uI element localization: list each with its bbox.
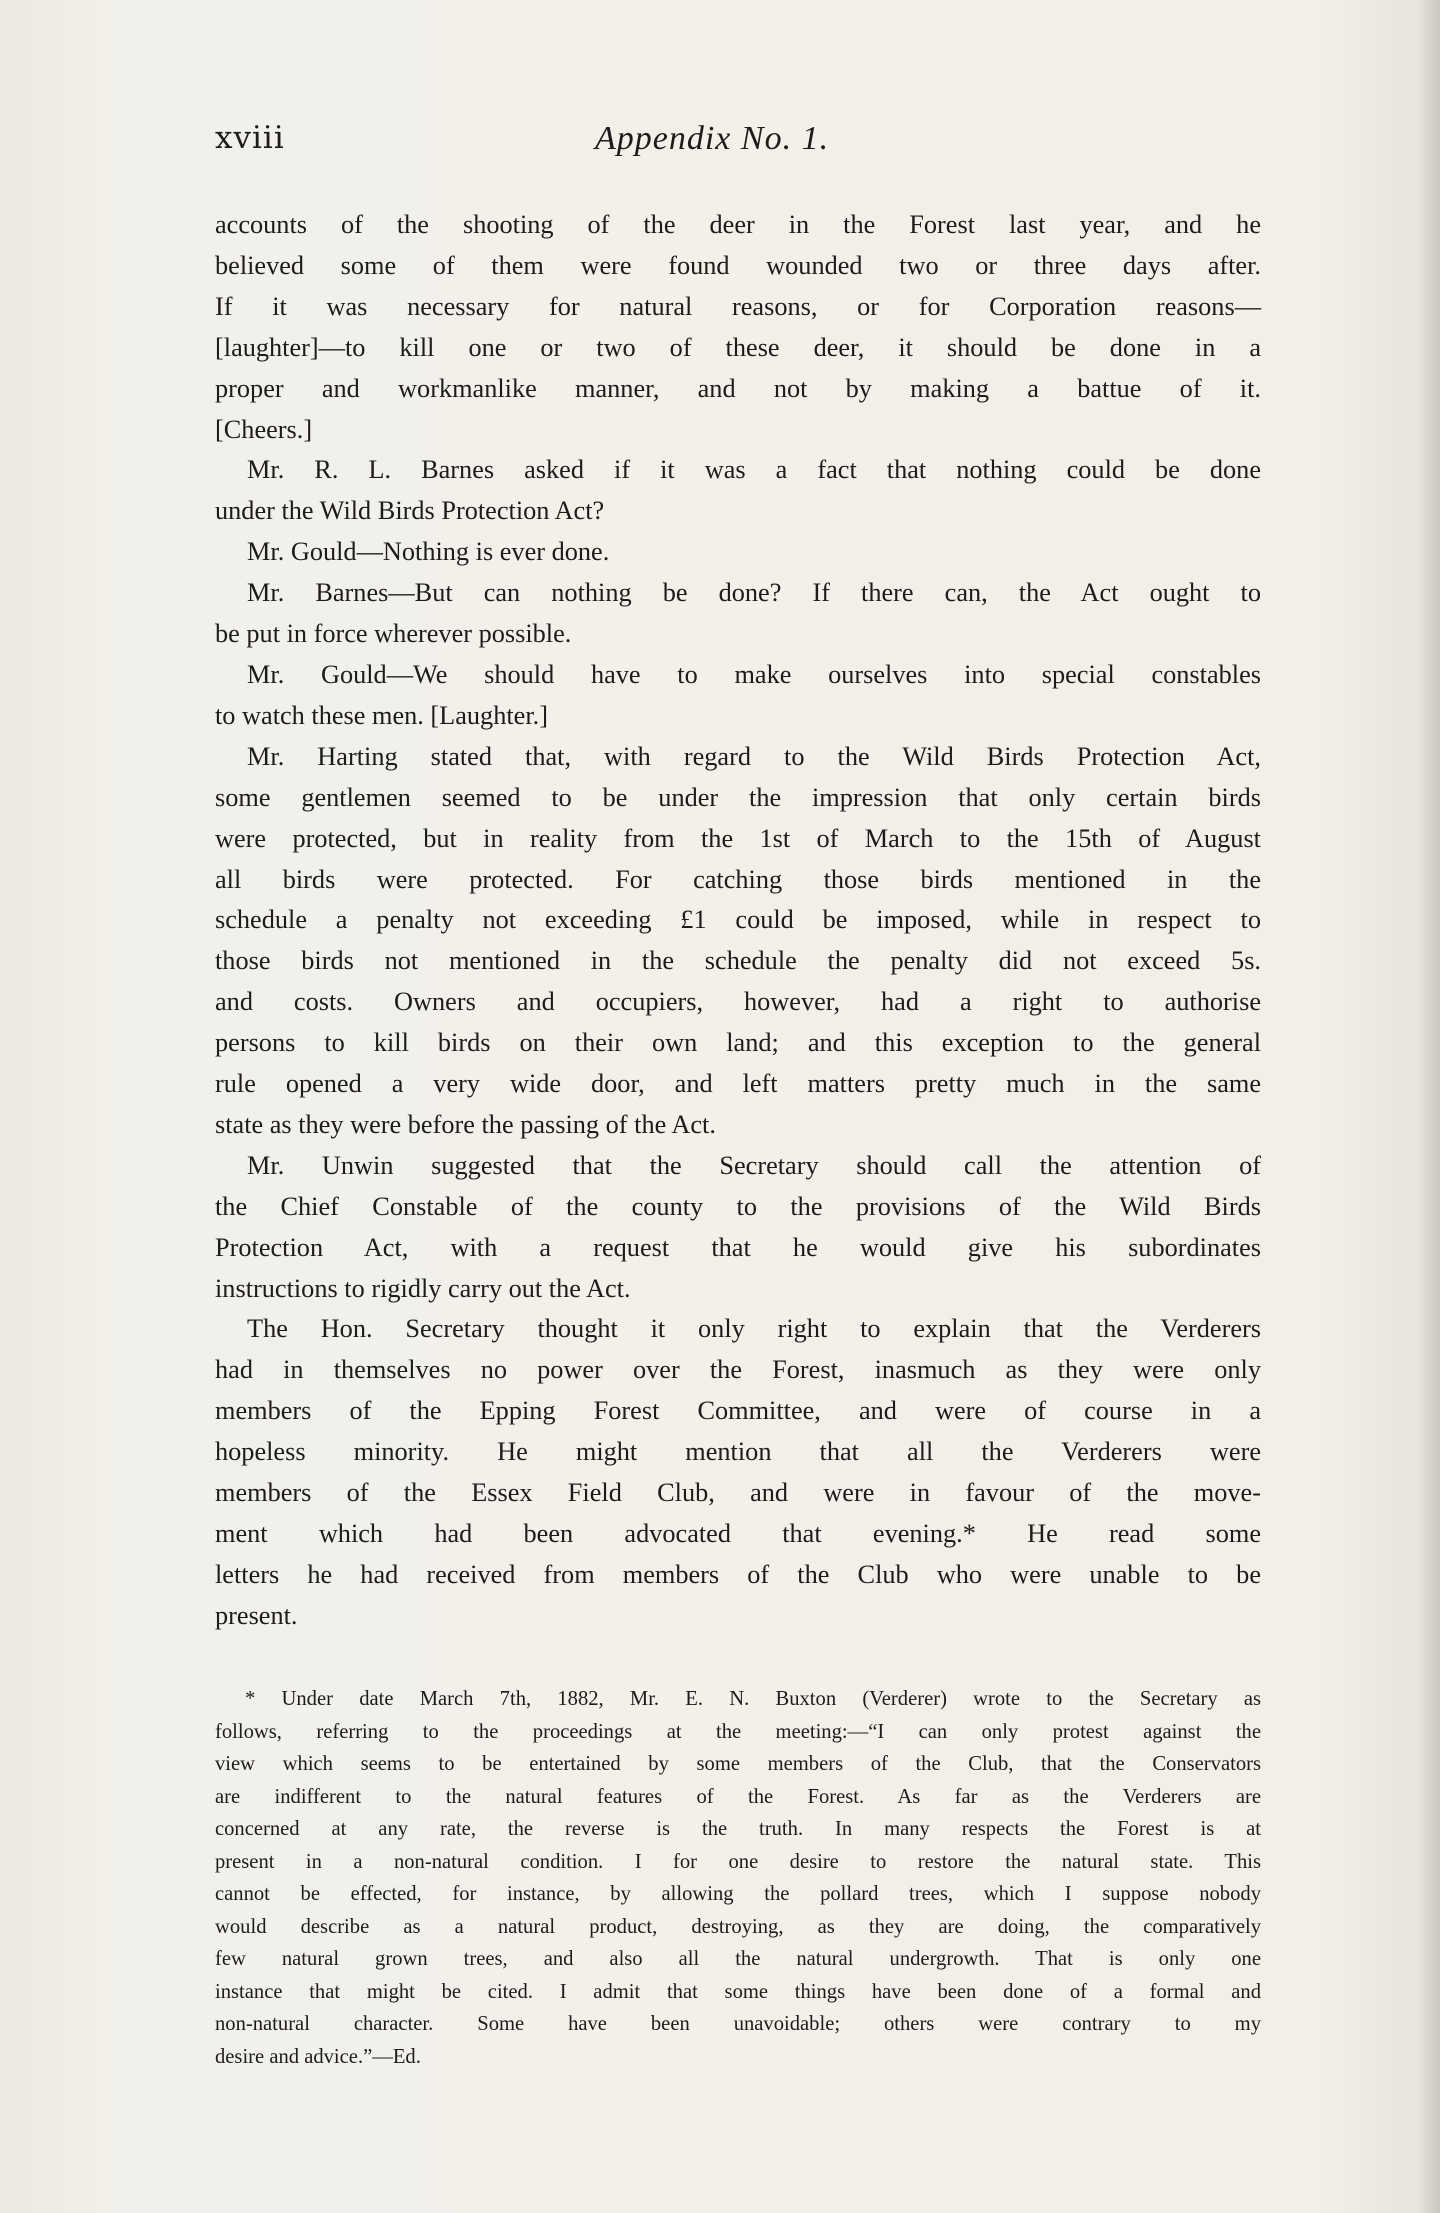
body-line: Mr. Unwin suggested that the Secretary should call the attention of [247,1150,1261,1180]
body-line: members of the Essex Field Club, and were in favour of the move- [215,1478,1261,1508]
body-line: [Cheers.] [215,414,313,444]
body-line: and costs. Owners and occupiers, however, had a right to authorise [215,987,1261,1017]
footnote-line: present in a non-natural condition. I for one desire to restore the natural state. This [215,1850,1261,1873]
footnote-line: instance that might be cited. I admit that some things have been done of a formal and [215,1980,1261,2003]
body-line: under the Wild Birds Protection Act? [215,496,605,526]
body-line: to watch these men. [Laughter.] [215,700,548,730]
body-line: all birds were protected. For catching those birds mentioned in the [215,864,1261,894]
body-text [215,205,1261,1637]
footnote-line: view which seems to be entertained by some members of the Club, that the Conservators [215,1753,1261,1775]
body-line: instructions to rigidly carry out the Act. [215,1273,631,1303]
body-line: Mr. Gould—We should have to make ourselves into special constables [247,659,1261,689]
body-line: accounts of the shooting of the deer in the Forest last year, and he [215,210,1261,239]
body-line: had in themselves no power over the Forest, inasmuch as they were only [215,1355,1261,1385]
body-line: Mr. Harting stated that, with regard to the Wild Birds Protection Act, [247,741,1261,771]
body-line: believed some of them were found wounded two or three days after. [215,250,1261,280]
body-line: present. [215,1600,298,1630]
body-line: hopeless minority. He might mention that all the Verderers were [215,1437,1261,1467]
page-number: xviii [215,120,285,156]
footnote-line: are indifferent to the natural features of the Forest. As far as the Verderers are [215,1785,1261,1808]
footnote-line: few natural grown trees, and also all the natural undergrowth. That is only one [215,1948,1261,1970]
footnote-line: cannot be effected, for instance, by allowing the pollard trees, which I suppose nobody [215,1883,1261,1905]
footnote-line: * Under date March 7th, 1882, Mr. E. N. Buxton (Verderer) wrote to the Secretary as [245,1688,1261,1710]
body-line: rule opened a very wide door, and left matters pretty much in the same [215,1069,1261,1099]
body-line: ment which had been advocated that evening.* He read some [215,1519,1261,1548]
body-line: Mr. R. L. Barnes asked if it was a fact that nothing could be done [247,455,1261,485]
footnote-line: desire and advice.”—Ed. [215,2045,421,2068]
running-title: Appendix No. 1. [595,120,830,157]
body-line: proper and workmanlike manner, and not by making a battue of it. [215,373,1261,403]
body-line: Mr. Barnes—But can nothing be done? If there can, the Act ought to [247,578,1261,608]
body-line: persons to kill birds on their own land; and this exception to the general [215,1028,1261,1058]
body-line: schedule a penalty not exceeding £1 could be imposed, while in respect to [215,905,1261,935]
footnote-line: follows, referring to the proceedings at the meeting:—“I can only protest against the [215,1720,1261,1743]
body-line: state as they were before the passing of the Act. [215,1109,716,1139]
body-line: the Chief Constable of the county to the provisions of the Wild Birds [215,1191,1261,1221]
body-line: If it was necessary for natural reasons, or for Corporation reasons— [215,291,1261,321]
body-line: letters he had received from members of the Club who were unable to be [215,1559,1261,1589]
footnote-line: non-natural character. Some have been unavoidable; others were contrary to my [215,2013,1261,2035]
footnote-line: concerned at any rate, the reverse is the truth. In many respects the Forest is at [215,1818,1261,1840]
body-line: were protected, but in reality from the 1st of March to the 15th of August [215,823,1261,853]
body-line: The Hon. Secretary thought it only right to explain that the Verderers [247,1314,1261,1344]
footnote [215,1683,1261,2073]
body-line: be put in force wherever possible. [215,619,572,649]
body-line: members of the Epping Forest Committee, and were of course in a [215,1396,1261,1426]
body-line: those birds not mentioned in the schedule the penalty did not exceed 5s. [215,946,1261,976]
body-line: Protection Act, with a request that he would give his subordinates [215,1232,1261,1262]
body-line: [laughter]—to kill one or two of these deer, it should be done in a [215,332,1261,362]
body-line: Mr. Gould—Nothing is ever done. [247,537,610,567]
body-line: some gentlemen seemed to be under the impression that only certain birds [215,782,1261,812]
page-header [215,120,1261,180]
footnote-line: would describe as a natural product, destroying, as they are doing, the comparatively [215,1915,1261,1938]
page-edge-shadow [1418,0,1440,2213]
